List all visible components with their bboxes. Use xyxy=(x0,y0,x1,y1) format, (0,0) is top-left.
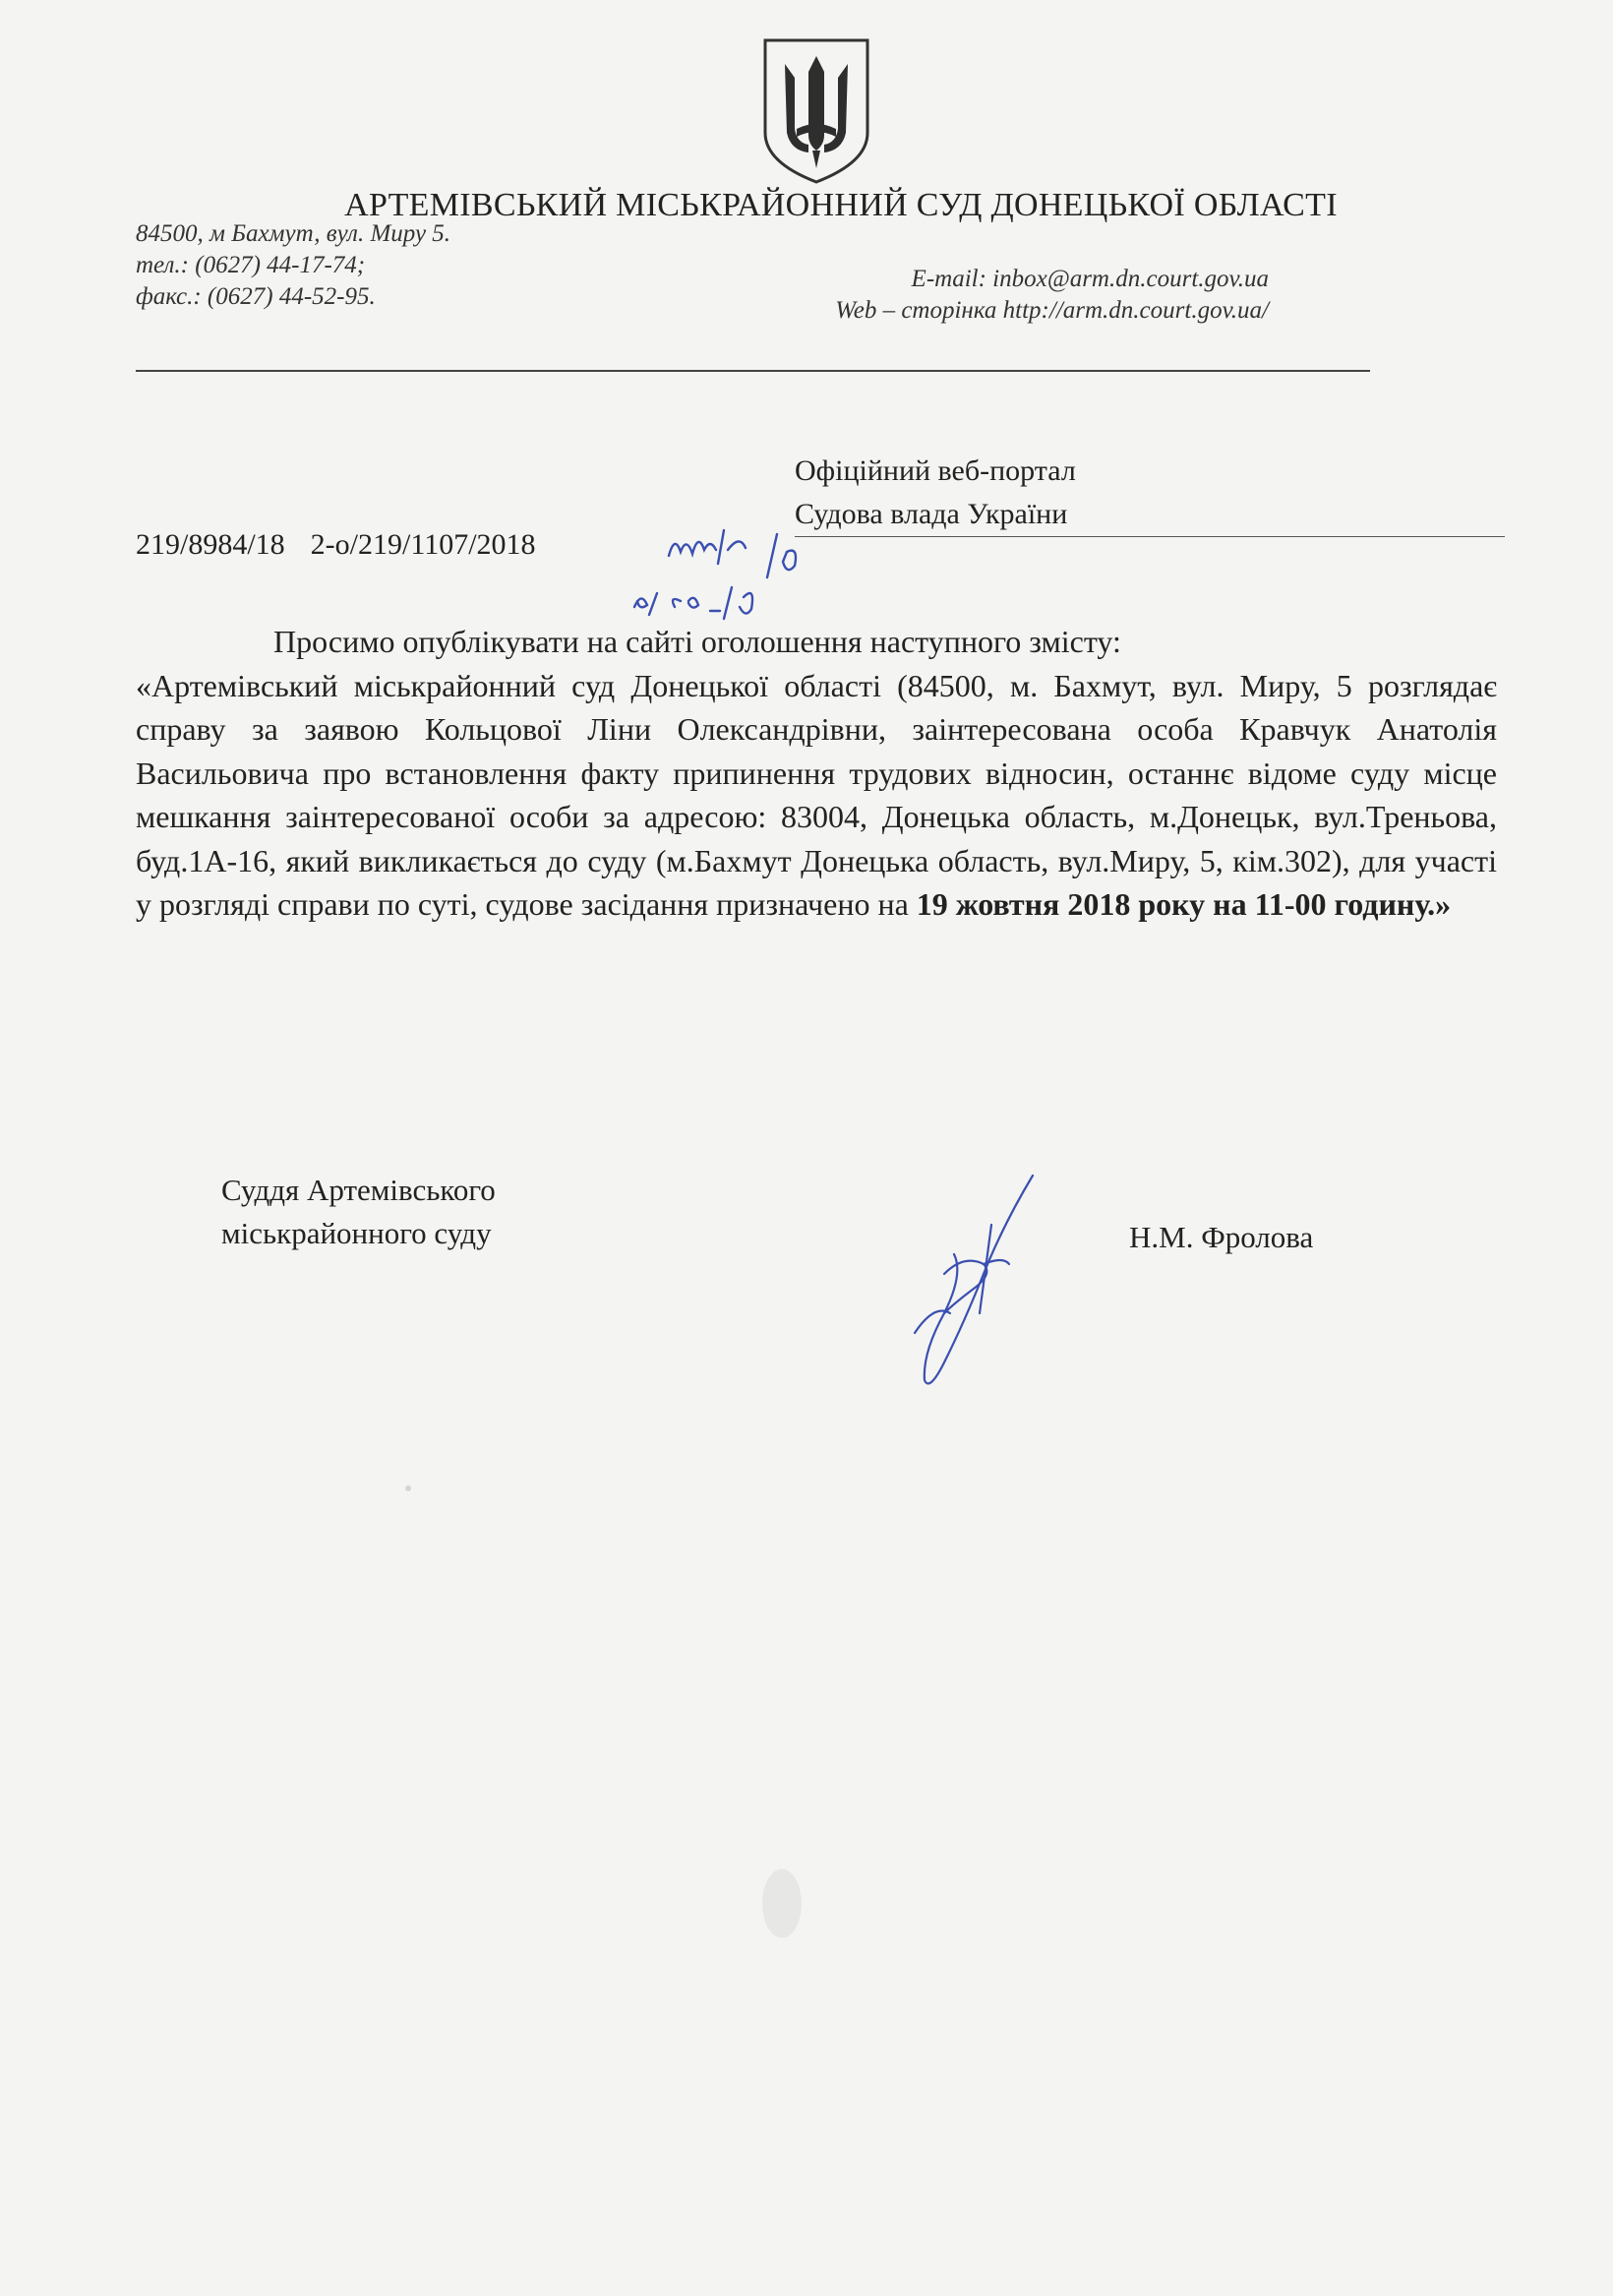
announcement-body xyxy=(136,620,1497,927)
court-phone: тел.: (0627) 44-17-74; xyxy=(136,252,366,278)
publication-request: Просимо опублікувати на сайті оголошення наступного змісту: xyxy=(273,624,1121,659)
case-number: 219/8984/18 xyxy=(136,528,285,561)
judge-signature xyxy=(885,1166,1062,1402)
court-contacts-left xyxy=(136,218,450,313)
proceeding-number: 2-о/219/1107/2018 xyxy=(310,528,536,561)
paper-smudge xyxy=(762,1869,802,1938)
hearing-date: 19 жовтня 2018 року на 11-00 годину.» xyxy=(916,886,1452,922)
case-numbers xyxy=(136,528,536,562)
court-address: 84500, м Бахмут, вул. Миру 5. xyxy=(136,220,451,247)
judge-title xyxy=(221,1169,496,1255)
judge-title-line-2: міськрайонного суду xyxy=(221,1216,492,1250)
addressee-line-1: Офіційний веб-портал xyxy=(795,454,1076,487)
court-contacts-right xyxy=(708,264,1269,327)
judge-title-line-1: Суддя Артемівського xyxy=(221,1173,496,1207)
paper-speck xyxy=(405,1485,411,1491)
handwritten-registration-note xyxy=(629,516,925,625)
announcement-text: «Артемівський міськрайонний суд Донецької області (84500, м. Бахмут, вул. Миру, 5 розглядає справу за заявою Кольцової Ліни Олександрівни, заінтересована особа Кравчук Анатолія Васильовича про встановлення факту припинення трудових відносин, останнє відоме суду місце мешкання заінтересованої особи за адресою: 83004, Донецька область, м.Донецьк, вул.Треньова, буд.1А-16, який викликається до суду (м.Бахмут Донецька область, вул.Миру, 5, кім.302), для участі у розгляді справи по суті, судове засідання призначено на xyxy=(136,667,1497,922)
court-name-heading: АРТЕМІВСЬКИЙ МІСЬКРАЙОННИЙ СУД ДОНЕЦЬКОЇ ОБЛАСТІ xyxy=(344,187,1338,223)
addressee-line-2: Судова влада України xyxy=(795,498,1068,530)
court-email: E-mail: inbox@arm.dn.court.gov.ua xyxy=(911,266,1269,292)
court-website: Web – сторінка http://arm.dn.court.gov.ua/ xyxy=(835,297,1269,324)
judge-name: Н.М. Фролова xyxy=(1129,1220,1314,1254)
header-divider xyxy=(136,370,1370,372)
court-fax: факс.: (0627) 44-52-95. xyxy=(136,283,376,310)
trident-coat-of-arms-icon xyxy=(757,34,875,187)
